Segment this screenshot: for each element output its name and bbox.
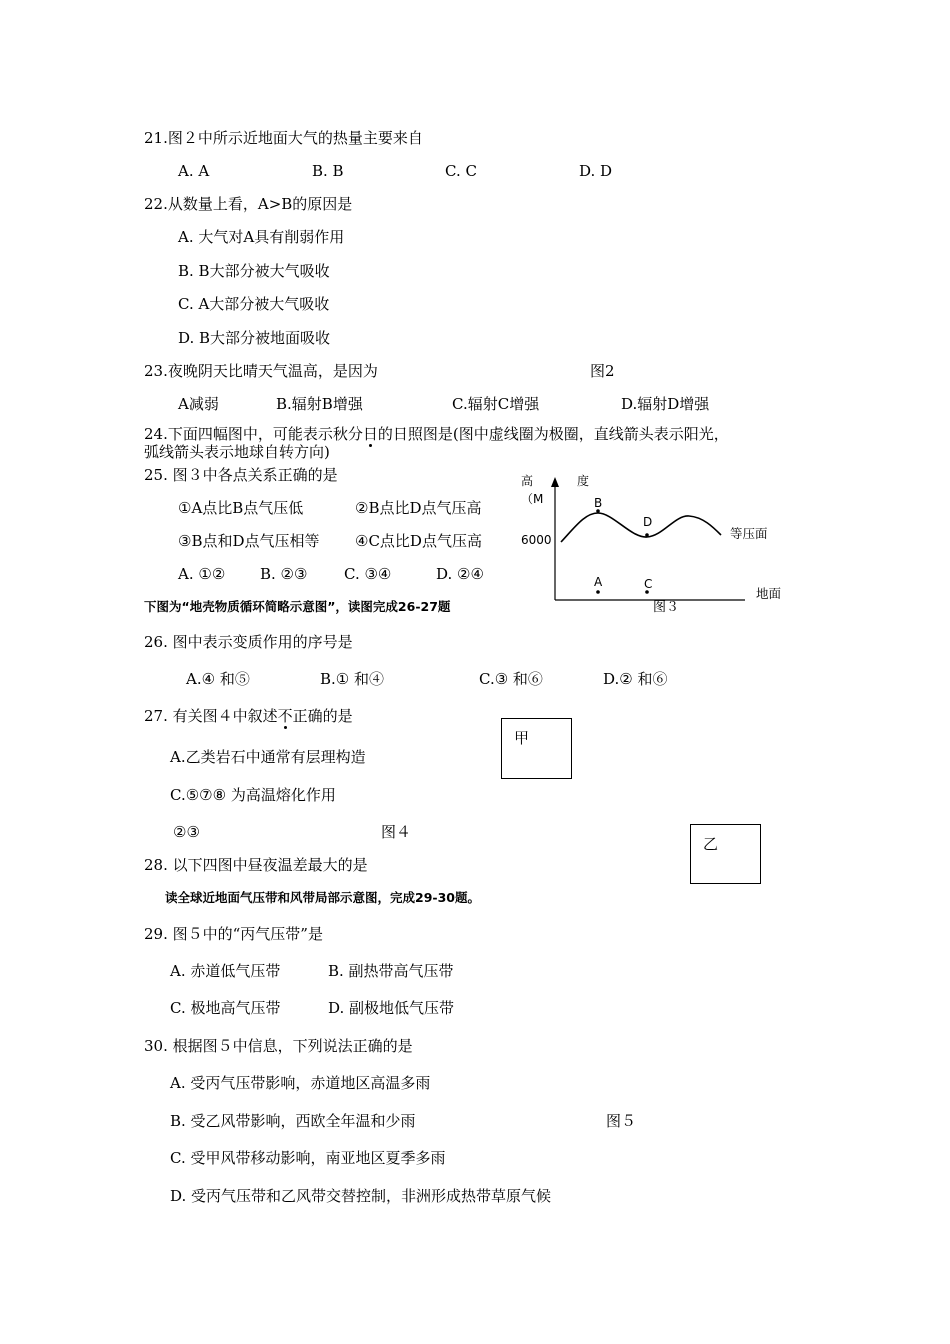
- q25-option-b: B. ②③: [260, 565, 308, 583]
- fig4-box-jia: 甲: [501, 718, 572, 779]
- q25-statement-3: ③B点和D点气压相等: [178, 532, 320, 550]
- q27-option-c: C.⑤⑦⑧ 为高温熔化作用: [170, 786, 336, 804]
- q23-option-b: B.辐射B增强: [276, 395, 363, 413]
- q25-option-c: C. ③④: [344, 565, 392, 583]
- q29-option-b: B. 副热带高气压带: [328, 962, 454, 980]
- fig3-point-a: [596, 590, 600, 594]
- fig4-box-yi: 乙: [690, 824, 761, 884]
- fig3-label-d: D: [643, 515, 653, 529]
- q23-option-c: C.辐射C增强: [452, 395, 540, 413]
- q27-dotted-char: 不: [277, 707, 293, 725]
- q24-dotted-char: 日: [362, 425, 378, 443]
- q27-fragment: ②③: [173, 823, 200, 841]
- q21-stem: 21.图２中所示近地面大气的热量主要来自: [144, 129, 423, 147]
- q27-option-a: A.乙类岩石中通常有层理构造: [170, 748, 366, 766]
- fig3-y-label-2: 度: [577, 474, 590, 488]
- q25-statement-1: ①A点比B点气压低: [178, 499, 304, 517]
- fig3-label-a: A: [594, 575, 603, 589]
- q25-stem: 25. 图３中各点关系正确的是: [144, 466, 338, 484]
- q25-option-a: A. ①②: [178, 565, 226, 583]
- q24-stem-line2: 弧线箭头表示地球自转方向): [144, 443, 330, 461]
- fig3-ground-label: 地面: [756, 586, 782, 601]
- fig3-isobar-label: 等压面: [730, 526, 768, 541]
- intro-29-30: 读全球近地面气压带和风带局部示意图，完成29-30题。: [165, 890, 480, 905]
- intro-26-27: 下图为“地壳物质循环简略示意图”，读图完成26-27题: [144, 599, 451, 614]
- fig3-point-d: [645, 533, 649, 537]
- q30-stem: 30. 根据图５中信息，下列说法正确的是: [144, 1037, 413, 1055]
- q24-stem: 24.下面四幅图中，可能表示秋分日的日照图是(图中虚线圈为极圈，直线箭头表示阳光，: [144, 425, 729, 443]
- fig3-label-c: C: [644, 577, 653, 591]
- fig3-isobar-curve: [561, 513, 721, 542]
- fig4-caption: 图４: [381, 823, 412, 841]
- q23-option-d: D.辐射D增强: [621, 395, 710, 413]
- q21-option-d: D. D: [579, 162, 613, 180]
- q21-option-a: A. A: [178, 162, 210, 180]
- q25-statement-4: ④C点比D点气压高: [355, 532, 482, 550]
- q26-option-b: B.① 和④: [320, 670, 385, 688]
- q30-option-d: D. 受丙气压带和乙风带交替控制，非洲形成热带草原气候: [170, 1187, 552, 1205]
- q22-option-c: C. A大部分被大气吸收: [178, 295, 330, 313]
- q26-option-d: D.② 和⑥: [603, 670, 668, 688]
- q26-option-a: A.④ 和⑤: [186, 670, 250, 688]
- q21-option-b: B. B: [312, 162, 344, 180]
- q29-stem: 29. 图５中的“丙气压带”是: [144, 925, 323, 943]
- q23-stem: 23.夜晚阴天比晴天气温高，是因为: [144, 362, 378, 380]
- q22-option-a: A. 大气对A具有削弱作用: [178, 228, 345, 246]
- fig3-y-tick: 6000: [521, 533, 552, 547]
- fig5-caption: 图５: [606, 1112, 637, 1130]
- fig3-diagram: [505, 465, 805, 615]
- q26-option-c: C.③ 和⑥: [479, 670, 543, 688]
- q22-option-b: B. B大部分被大气吸收: [178, 262, 330, 280]
- q29-option-d: D. 副极地低气压带: [328, 999, 455, 1017]
- q30-option-c: C. 受甲风带移动影响，南亚地区夏季多雨: [170, 1149, 446, 1167]
- fig3-y-label-1: 高: [521, 474, 534, 488]
- q29-option-a: A. 赤道低气压带: [170, 962, 281, 980]
- q29-option-c: C. 极地高气压带: [170, 999, 281, 1017]
- q22-stem: 22.从数量上看，A>B的原因是: [144, 195, 353, 213]
- q28-stem: 28. 以下四图中昼夜温差最大的是: [144, 856, 368, 874]
- q25-option-d: D. ②④: [436, 565, 484, 583]
- q27-stem: 27. 有关图４中叙述不正确的是: [144, 707, 353, 725]
- q25-statement-2: ②B点比D点气压高: [355, 499, 482, 517]
- q30-option-b: B. 受乙风带影响，西欧全年温和少雨: [170, 1112, 416, 1130]
- fig3-y-unit: （M: [521, 492, 544, 506]
- q21-option-c: C. C: [445, 162, 477, 180]
- fig2-caption: 图2: [590, 362, 615, 380]
- fig3-caption: 图３: [653, 600, 680, 615]
- fig3-y-axis-arrow-icon: [551, 477, 559, 487]
- q22-option-d: D. B大部分被地面吸收: [178, 329, 331, 347]
- q30-option-a: A. 受丙气压带影响，赤道地区高温多雨: [170, 1074, 431, 1092]
- fig3-label-b: B: [594, 496, 603, 510]
- q23-option-a: A减弱: [178, 395, 219, 413]
- q26-stem: 26. 图中表示变质作用的序号是: [144, 633, 353, 651]
